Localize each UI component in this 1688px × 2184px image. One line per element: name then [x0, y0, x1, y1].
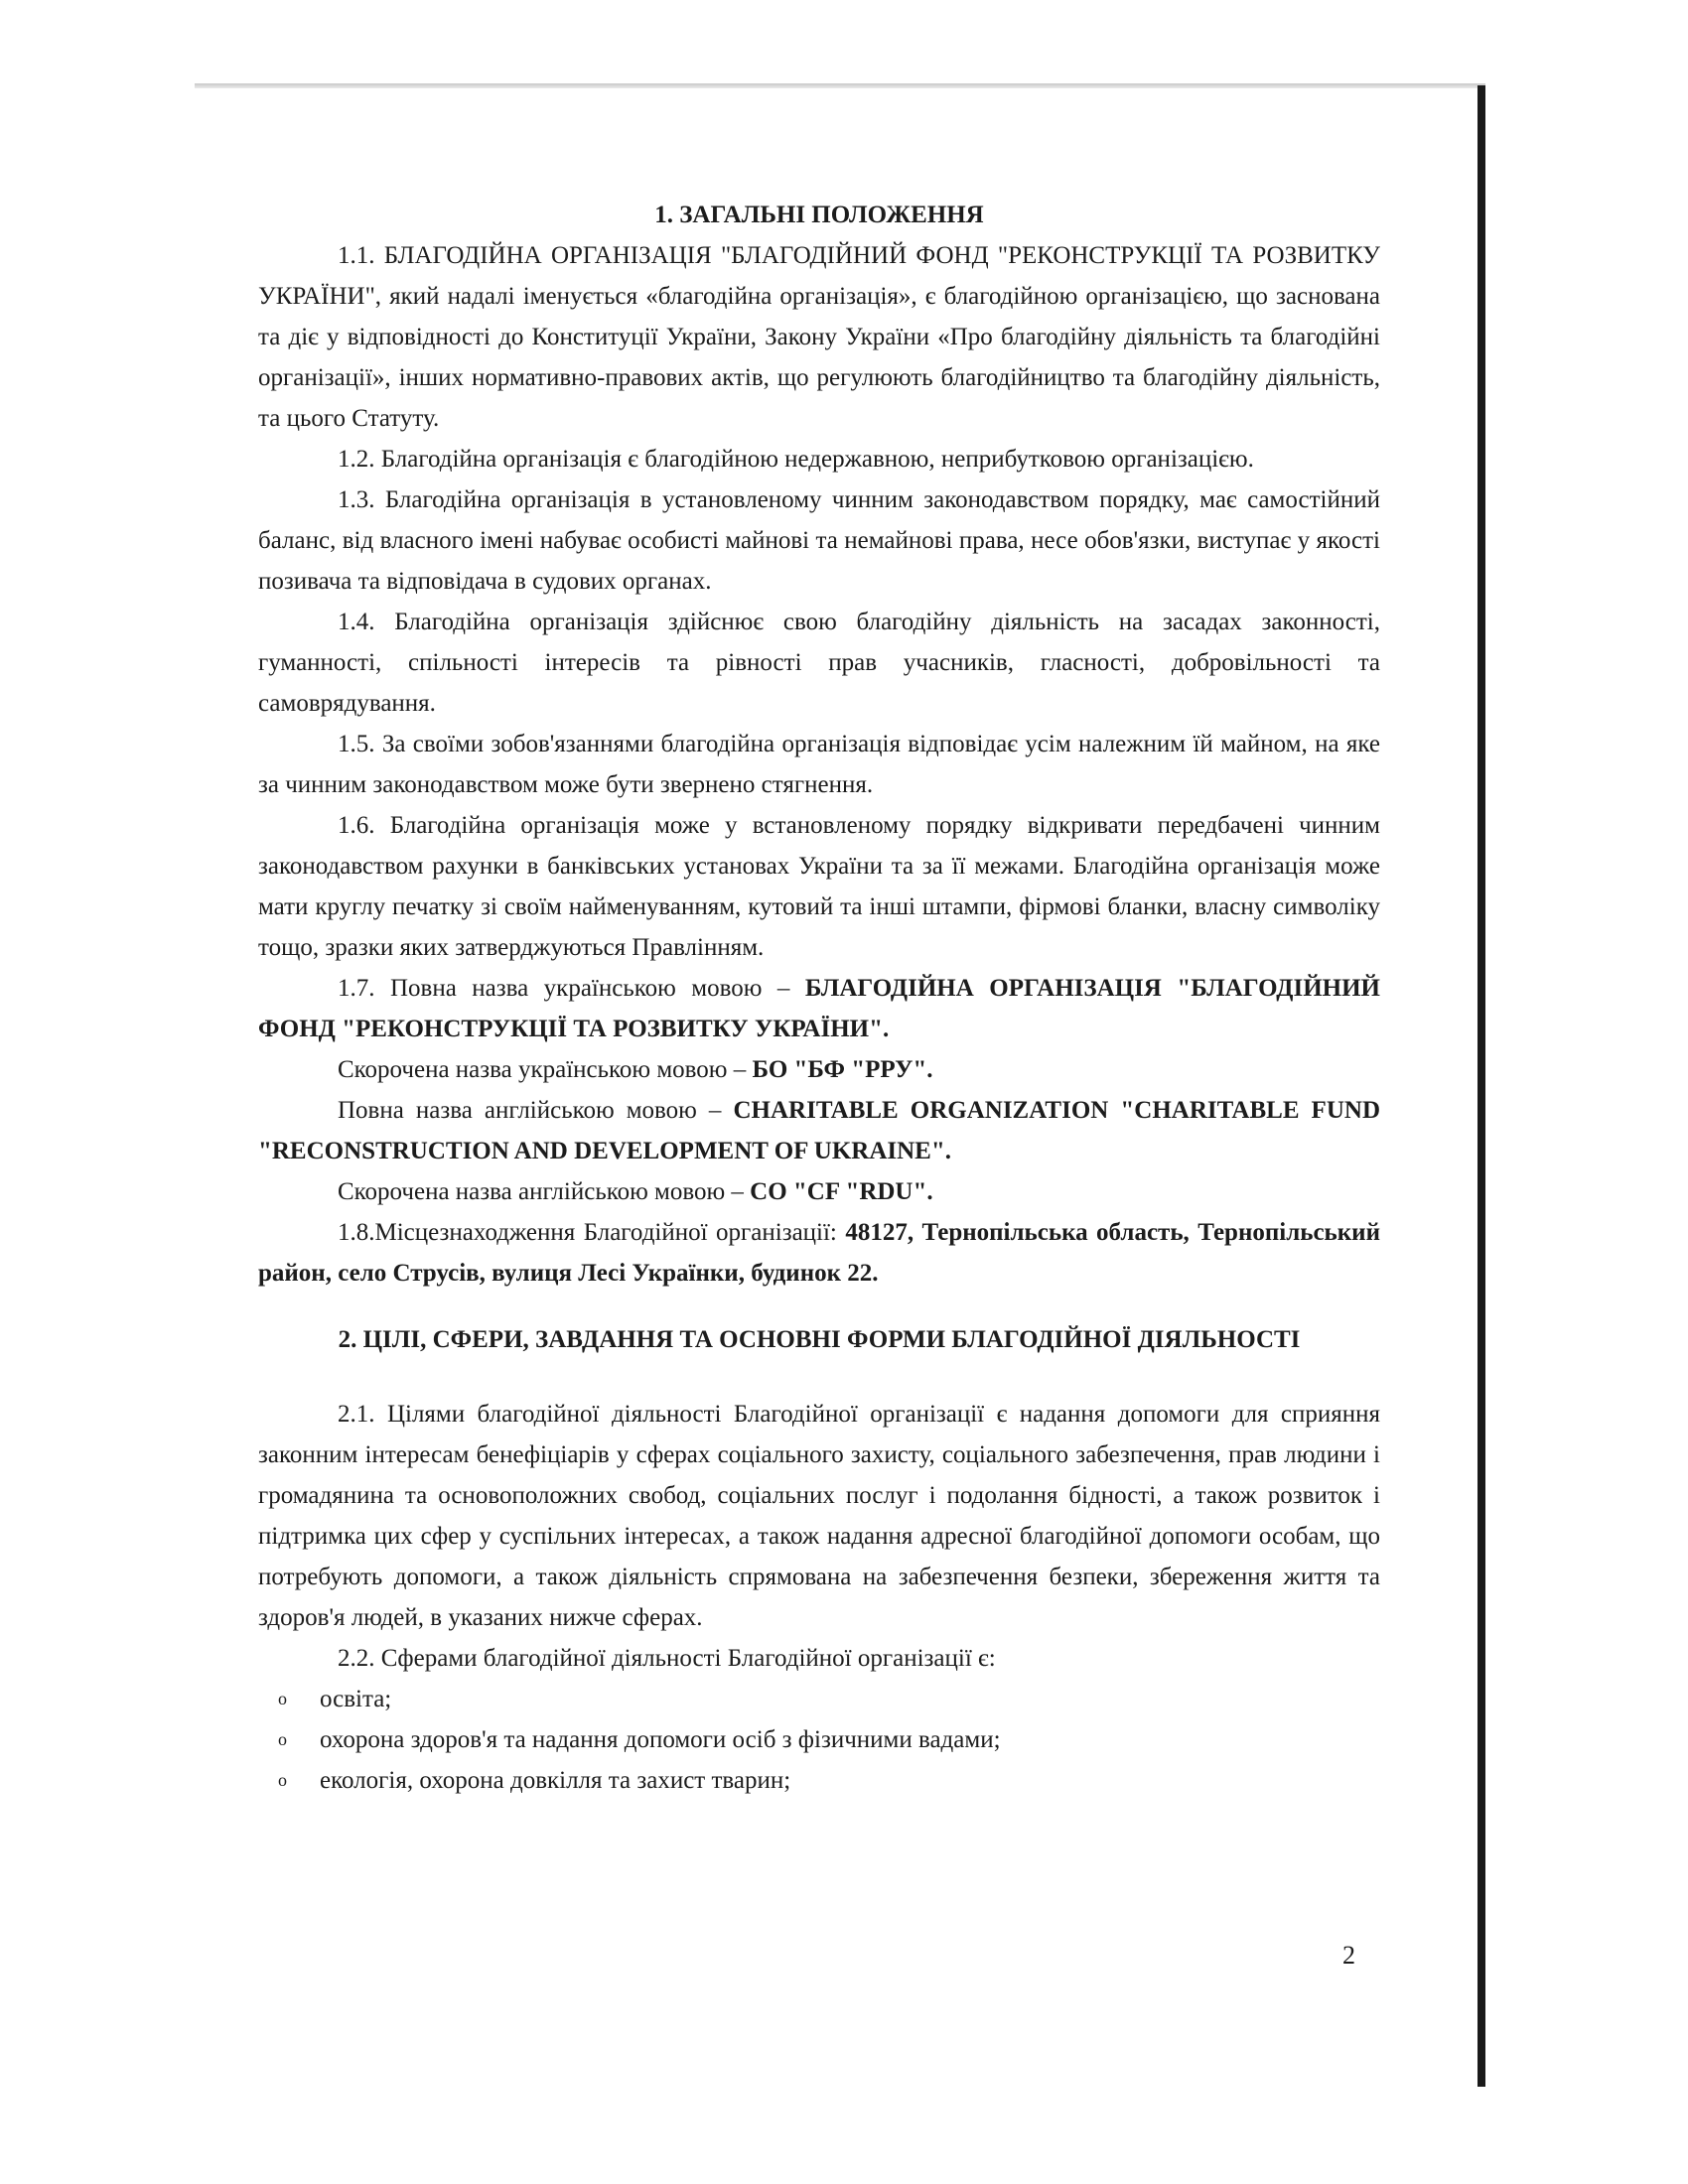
paragraph-1-2: 1.2. Благодійна організація є благодійною недержавною, неприбутковою організацією. — [338, 446, 1254, 473]
full-name-en: CHARITABLE ORGANIZATION "CHARITABLE FUND "RECONSTRUCTION AND DEVELOPMENT OF UKRAINE". — [258, 1097, 1380, 1164]
list-item-text: освіта; — [320, 1686, 392, 1712]
full-name-en-line — [258, 1090, 1380, 1171]
section-2-heading: 2. ЦІЛІ, СФЕРИ, ЗАВДАННЯ ТА ОСНОВНІ ФОРМИ БЛАГОДІЙНОЇ ДІЯЛЬНОСТІ — [338, 1326, 1301, 1353]
spheres-list — [258, 1679, 1380, 1801]
short-name-en-line — [258, 1171, 1380, 1212]
address-lead: 1.8.Місцезнаходження Благодійної організації: — [338, 1219, 846, 1246]
bullet-icon: o — [278, 1689, 287, 1708]
scan-edge-right — [1477, 85, 1485, 2087]
page-number: 2 — [1342, 1941, 1355, 1970]
full-name-en-lead: Повна назва англійською мовою – — [338, 1097, 734, 1124]
paragraph-2-1: 2.1. Цілями благодійної діяльності Благодійної організації є надання допомоги для сприяння законним інтересам бенефіціарів у сферах соціального захисту, соціального забезпечення, прав людини і громадянина та основоположних свобод, соціальних послуг і подолання бідності, а також розвиток і підтримка цих сфер у суспільних інтересах, а також надання адресної благодійної допомоги особам, що потребують допомоги, а також діяльність спрямована на забезпечення безпеки, збереження життя та здоров'я людей, в указаних нижче сферах. — [258, 1401, 1380, 1631]
list-item-text: охорона здоров'я та надання допомоги осіб з фізичними вадами; — [320, 1726, 1001, 1753]
full-name-ua: БЛАГОДІЙНА ОРГАНІЗАЦІЯ "БЛАГОДІЙНИЙ ФОНД "РЕКОНСТРУКЦІЇ ТА РОЗВИТКУ УКРАЇНИ". — [258, 975, 1380, 1042]
scan-edge-top — [195, 83, 1485, 88]
document-page — [258, 195, 1380, 1801]
bullet-icon: o — [278, 1770, 287, 1790]
short-name-en-lead: Скорочена назва англійською мовою – — [338, 1178, 751, 1205]
list-item — [258, 1760, 1380, 1801]
short-name-ua: БО "БФ "РРУ". — [752, 1056, 933, 1083]
short-name-ua-lead: Скорочена назва українською мовою – — [338, 1056, 753, 1083]
section-spacer — [258, 1360, 1380, 1394]
full-name-ua-lead: 1.7. Повна назва українською мовою – — [338, 975, 805, 1002]
paragraph-2-2: 2.2. Сферами благодійної діяльності Благодійної організації є: — [338, 1645, 996, 1672]
section-1-heading: 1. ЗАГАЛЬНІ ПОЛОЖЕННЯ — [654, 202, 984, 228]
paragraph-1-7 — [258, 968, 1380, 1049]
paragraph-1-6: 1.6. Благодійна організація може у встановленому порядку відкривати передбачені чинним законодавством рахунки в банківських установах України та за її межами. Благодійна організація може мати круглу печатку зі своїм найменуванням, кутовий та інші штампи, фірмові бланки, власну символіку тощо, зразки яких затверджуються Правлінням. — [258, 812, 1380, 961]
list-item-text: екологія, охорона довкілля та захист тварин; — [320, 1767, 791, 1794]
short-name-ua-line — [258, 1049, 1380, 1090]
paragraph-1-3: 1.3. Благодійна організація в установленому чинним законодавством порядку, має самостійний баланс, від власного імені набуває особисті майнові та немайнові права, несе обов'язки, виступає у якості позивача та відповідача в судових органах. — [258, 486, 1380, 595]
list-item — [258, 1679, 1380, 1719]
bullet-icon: o — [278, 1729, 287, 1749]
paragraph-1-8 — [258, 1212, 1380, 1294]
paragraph-1-4: 1.4. Благодійна організація здійснює свою благодійну діяльність на засадах законності, гуманності, спільності інтересів та рівності прав учасників, гласності, добровільності та самоврядування. — [258, 609, 1380, 717]
section-spacer — [258, 1294, 1380, 1319]
paragraph-1-5: 1.5. За своїми зобов'язаннями благодійна організація відповідає усім належним їй майном, на яке за чинним законодавством може бути звернено стягнення. — [258, 731, 1380, 798]
address: 48127, Тернопільська область, Тернопільський район, село Струсів, вулиця Лесі Українки, будинок 22. — [258, 1219, 1380, 1287]
paragraph-1-1: 1.1. БЛАГОДІЙНА ОРГАНІЗАЦІЯ "БЛАГОДІЙНИЙ ФОНД "РЕКОНСТРУКЦІЇ ТА РОЗВИТКУ УКРАЇНИ", який надалі іменується «благодійна організація», є благодійною організацією, що заснована та діє у відповідності до Конституції України, Закону України «Про благодійну діяльність та благодійні організації», інших нормативно-правових актів, що регулюють благодійництво та благодійну діяльність, та цього Статуту. — [258, 242, 1380, 432]
short-name-en: CO "CF "RDU". — [750, 1178, 933, 1205]
list-item — [258, 1719, 1380, 1760]
